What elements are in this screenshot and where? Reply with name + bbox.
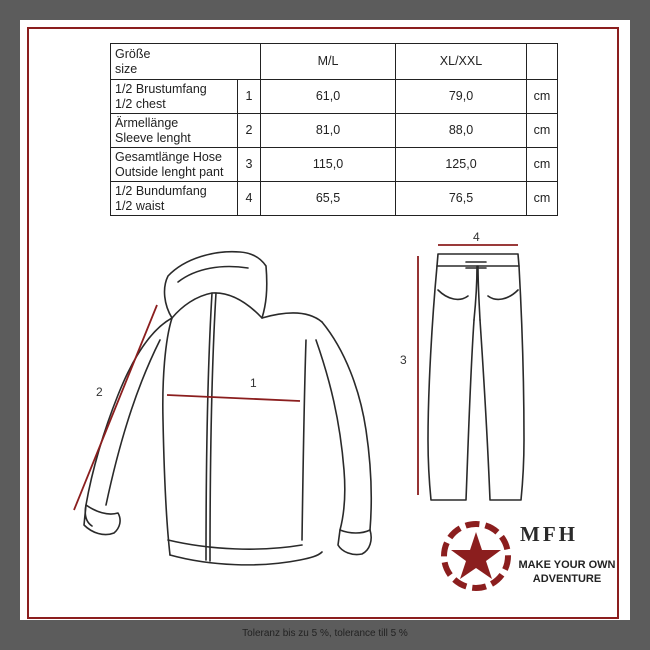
measure-number: 3 (238, 148, 261, 182)
measure-label-en: 1/2 chest (115, 96, 166, 111)
measure-label-en: Sleeve lenght (115, 130, 191, 145)
sleeve-dimension-line (74, 305, 157, 510)
sleeve-dimension-label: 2 (96, 385, 103, 399)
value-ml: 65,5 (261, 182, 396, 216)
size-header-de: Größe (115, 46, 151, 61)
size-header-en: size (115, 61, 138, 76)
value-xlxxl: 79,0 (396, 80, 527, 114)
length-dimension-label: 3 (400, 353, 407, 367)
value-xlxxl: 125,0 (396, 148, 527, 182)
star-icon (440, 520, 512, 592)
size-col-ml: M/L (261, 44, 396, 80)
measure-label-de: Gesamtlänge Hose (115, 149, 223, 164)
waist-dimension-label: 4 (473, 230, 480, 244)
brand-block (440, 518, 630, 598)
jacket-drawing (84, 252, 371, 565)
unit-cell: cm (527, 114, 558, 148)
measure-number: 1 (238, 80, 261, 114)
measure-number: 2 (238, 114, 261, 148)
measure-label-de: 1/2 Brustumfang (115, 81, 207, 96)
brand-name: MFH (520, 522, 578, 546)
value-ml: 115,0 (261, 148, 396, 182)
value-xlxxl: 76,5 (396, 182, 527, 216)
value-ml: 61,0 (261, 80, 396, 114)
chest-dimension-line (167, 395, 300, 401)
chest-dimension-label: 1 (250, 376, 257, 390)
measure-label-de: 1/2 Bundumfang (115, 183, 207, 198)
unit-cell: cm (527, 80, 558, 114)
value-ml: 81,0 (261, 114, 396, 148)
unit-cell: cm (527, 148, 558, 182)
size-col-xlxxl: XL/XXL (396, 44, 527, 80)
measure-number: 4 (238, 182, 261, 216)
measure-label-en: 1/2 waist (115, 198, 165, 213)
tolerance-footnote: Toleranz bis zu 5 %, tolerance till 5 % (242, 628, 408, 639)
value-xlxxl: 88,0 (396, 114, 527, 148)
unit-cell: cm (527, 182, 558, 216)
measure-label-en: Outside lenght pant (115, 164, 224, 179)
measure-label-de: Ärmellänge (115, 115, 179, 130)
pants-drawing (428, 254, 524, 500)
dimension-lines (74, 245, 518, 510)
brand-slogan: MAKE YOUR OWN ADVENTURE (518, 559, 616, 585)
